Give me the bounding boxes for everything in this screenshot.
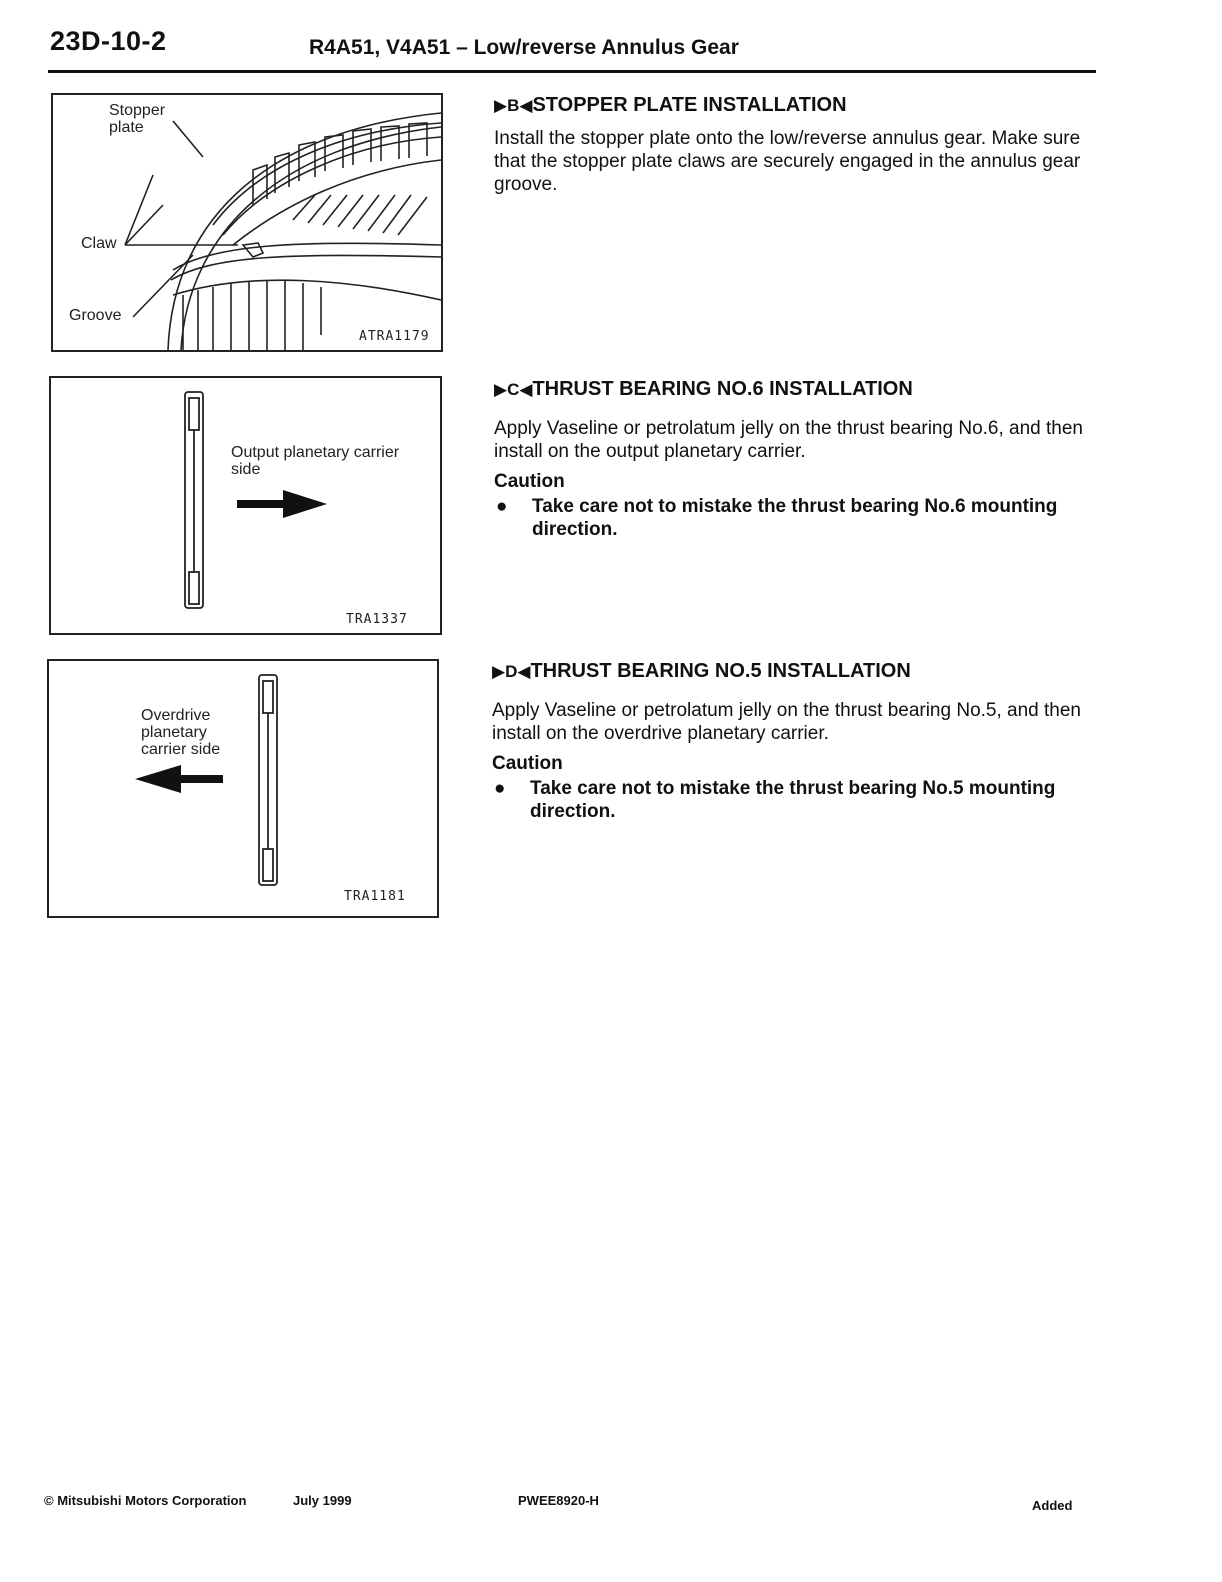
- thrust-bearing-6-illustration: [51, 378, 440, 633]
- claw-label: Claw: [81, 235, 117, 252]
- section-heading: [494, 378, 1094, 401]
- section-thrust-bearing-6: [494, 378, 1094, 541]
- thrust-bearing-5-illustration: [49, 661, 437, 916]
- bullet-icon: ●: [494, 778, 506, 799]
- figure-code: ATRA1179: [359, 329, 430, 344]
- figure-thrust-bearing-5: [47, 659, 439, 918]
- overdrive-carrier-label: Overdrive planetary carrier side: [141, 707, 221, 758]
- section-body: Apply Vaseline or petrolatum jelly on the thrust bearing No.5, and then install on the overdrive planetary carrier.: [492, 700, 1081, 744]
- figure-code: TRA1337: [346, 612, 408, 627]
- figure-code: TRA1181: [344, 889, 406, 904]
- bullet-icon: ●: [496, 496, 508, 517]
- section-heading: [494, 94, 1094, 117]
- figure-stopper-plate: [51, 93, 443, 352]
- stopper-plate-label: Stopper plate: [109, 102, 166, 136]
- header-rule: [48, 70, 1096, 73]
- footer-copyright: © Mitsubishi Motors Corporation: [44, 1493, 247, 1508]
- caution-title: Caution: [494, 471, 565, 492]
- section-stopper-plate: [494, 94, 1094, 196]
- section-heading: [492, 660, 1092, 683]
- caution-text: Take care not to mistake the thrust bearing No.6 mounting direction.: [532, 496, 1058, 540]
- footer-date: July 1999: [293, 1493, 352, 1508]
- footer-status: Added: [1032, 1498, 1073, 1513]
- caution-title: Caution: [492, 753, 563, 774]
- section-marker: ▶C◀: [494, 380, 533, 399]
- caution-text: Take care not to mistake the thrust bearing No.5 mounting direction.: [530, 778, 1056, 822]
- caution-item: [494, 495, 1094, 541]
- section-marker: ▶D◀: [492, 662, 531, 681]
- section-title: THRUST BEARING NO.6 INSTALLATION: [532, 378, 913, 400]
- footer-doc-code: PWEE8920-H: [518, 1493, 599, 1508]
- figure-thrust-bearing-6: [49, 376, 442, 635]
- section-marker: ▶B◀: [494, 96, 533, 115]
- page-title: R4A51, V4A51 – Low/reverse Annulus Gear: [309, 36, 739, 59]
- section-title: STOPPER PLATE INSTALLATION: [532, 94, 847, 116]
- section-thrust-bearing-5: [492, 660, 1092, 823]
- section-title: THRUST BEARING NO.5 INSTALLATION: [530, 660, 911, 682]
- section-body: Apply Vaseline or petrolatum jelly on the thrust bearing No.6, and then install on the output planetary carrier.: [494, 418, 1083, 462]
- output-carrier-label: Output planetary carrier side: [231, 444, 400, 478]
- section-body: Install the stopper plate onto the low/reverse annulus gear. Make sure that the stopper plate claws are securely engaged in the annulus gear groove.: [494, 128, 1081, 195]
- caution-item: [492, 777, 1092, 823]
- groove-label: Groove: [69, 307, 122, 324]
- page-number: 23D-10-2: [50, 26, 167, 56]
